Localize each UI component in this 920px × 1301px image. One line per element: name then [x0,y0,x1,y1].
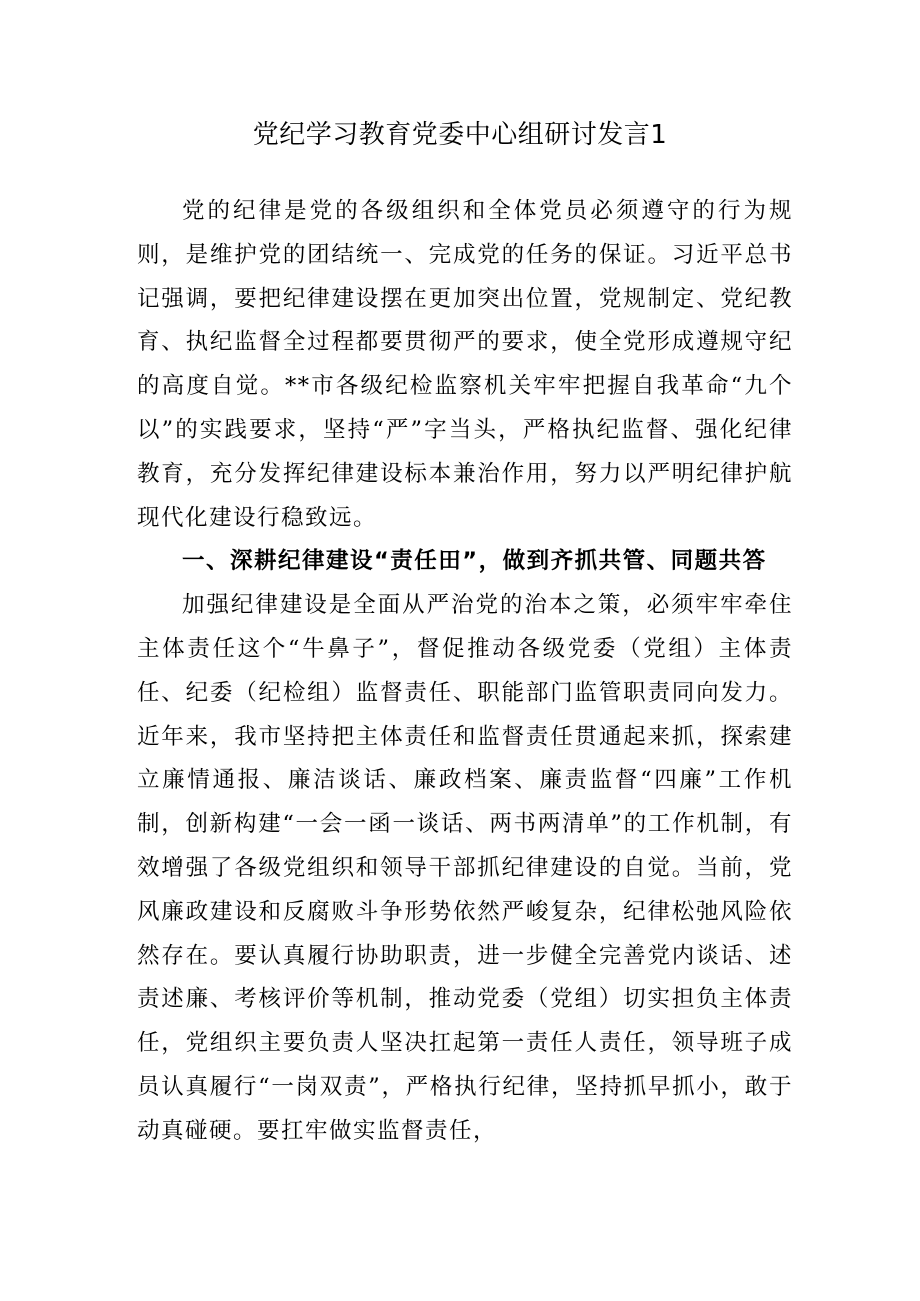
section-heading: 一、深耕纪律建设“责任田”，做到齐抓共管、同题共答 [182,548,767,575]
document-title: 党纪学习教育党委中心组研讨发言1 [252,120,668,150]
section-paragraph: 加强纪律建设是全面从严治党的治本之策，必须牢牢牵住主体责任这个“牛鼻子”，督促推动各级党委（党组）主体责任、纪委（纪检组）监督责任、职能部门监管职责同向发力。近年来，我市坚持把主体责任和监督责任贯通起来抓，探索建立廉情通报、廉洁谈话、廉政档案、廉责监督“四廉”工作机制，创新构建“一会一函一谈话、两书两清单”的工作机制，有效增强了各级党组织和领导干部抓纪律建设的自觉。当前，党风廉政建设和反腐败斗争形势依然严峻复杂，纪律松弛风险依然存在。要认真履行协助职责，进一步健全完善党内谈话、述责述廉、考核评价等机制，推动党委（党组）切实担负主体责任，党组织主要负责人坚决扛起第一责任人责任，领导班子成员认真履行“一岗双责”，严格执行纪律，坚持抓早抓小，敢于动真碰硬。要扛牢做实监督责任， [137,592,793,1144]
document-body [137,190,793,1154]
intro-paragraph: 党的纪律是党的各级组织和全体党员必须遵守的行为规则，是维护党的团结统一、完成党的任务的保证。习近平总书记强调，要把纪律建设摆在更加突出位置，党规制定、党纪教育、执纪监督全过程都要贯彻严的要求，使全党形成遵规守纪的高度自觉。**市各级纪检监察机关牢牢把握自我革命“九个以”的实践要求，坚持“严”字当头，严格执纪监督、强化纪律教育，充分发挥纪律建设标本兼治作用，努力以严明纪律护航现代化建设行稳致远。 [137,198,793,531]
